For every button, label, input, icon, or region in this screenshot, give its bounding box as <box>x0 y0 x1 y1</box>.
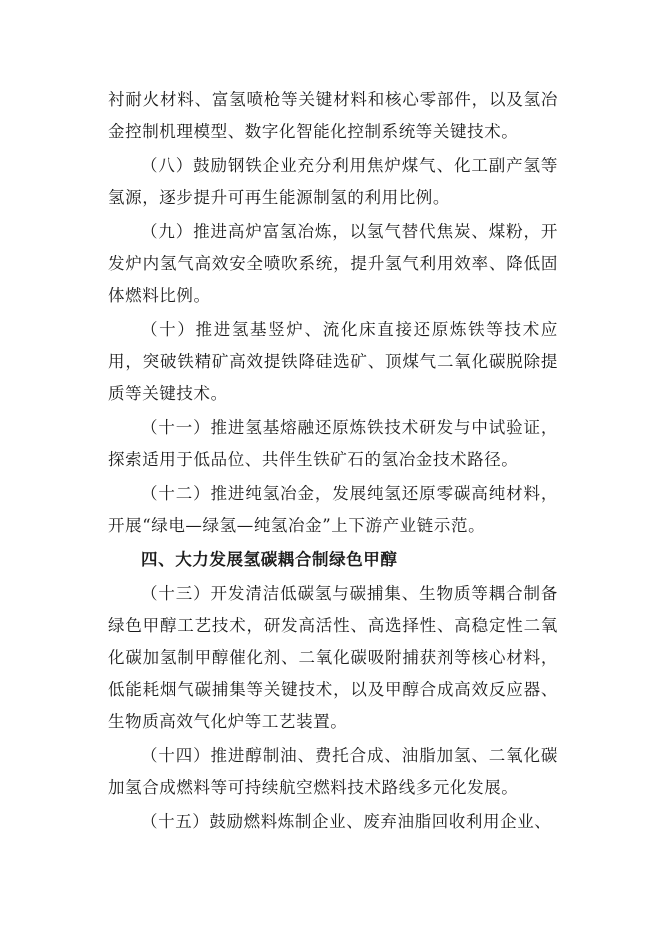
paragraph-item-13: （十三）开发清洁低碳氢与碳捕集、生物质等耦合制备绿色甲醇工艺技术，研发高活性、高选择性、高稳定性二氧化碳加氢制甲醇催化剂、二氧化碳吸附捕获剂等核心材料，低能耗烟气碳捕集等关键技术，以及甲醇合成高效反应器、生物质高效气化炉等工艺装置。 <box>108 584 558 731</box>
paragraph-item-9: （九）推进高炉富氢冶炼，以氢气替代焦炭、煤粉，开发炉内氢气高效安全喷吹系统，提升氢气利用效率、降低固体燃料比例。 <box>108 222 558 305</box>
section-heading: 四、大力发展氢碳耦合制绿色甲醇 <box>141 550 398 569</box>
paragraph-item-12: （十二）推进纯氢冶金，发展纯氢还原零碳高纯材料，开展“绿电—绿氢—纯氢冶金”上下游产业链示范。 <box>108 484 558 535</box>
document-page <box>108 84 558 838</box>
paragraph-item-11: （十一）推进氢基熔融还原炼铁技术研发与中试验证，探索适用于低品位、共伴生铁矿石的氢冶金技术路径。 <box>108 418 558 469</box>
paragraph-item-10: （十）推进氢基竖炉、流化床直接还原炼铁等技术应用，突破铁精矿高效提铁降硅选矿、顶煤气二氧化碳脱除提质等关键技术。 <box>108 320 558 403</box>
paragraph-item-8: （八）鼓励钢铁企业充分利用焦炉煤气、化工副产氢等氢源，逐步提升可再生能源制氢的利用比例。 <box>108 156 558 207</box>
paragraph-continuation: 衬耐火材料、富氢喷枪等关键材料和核心零部件，以及氢冶金控制机理模型、数字化智能化控制系统等关键技术。 <box>108 90 558 141</box>
paragraph-item-15: （十五）鼓励燃料炼制企业、废弃油脂回收利用企业、 <box>141 812 552 831</box>
paragraph-item-14: （十四）推进醇制油、费托合成、油脂加氢、二氧化碳加氢合成燃料等可持续航空燃料技术路线多元化发展。 <box>108 746 558 797</box>
